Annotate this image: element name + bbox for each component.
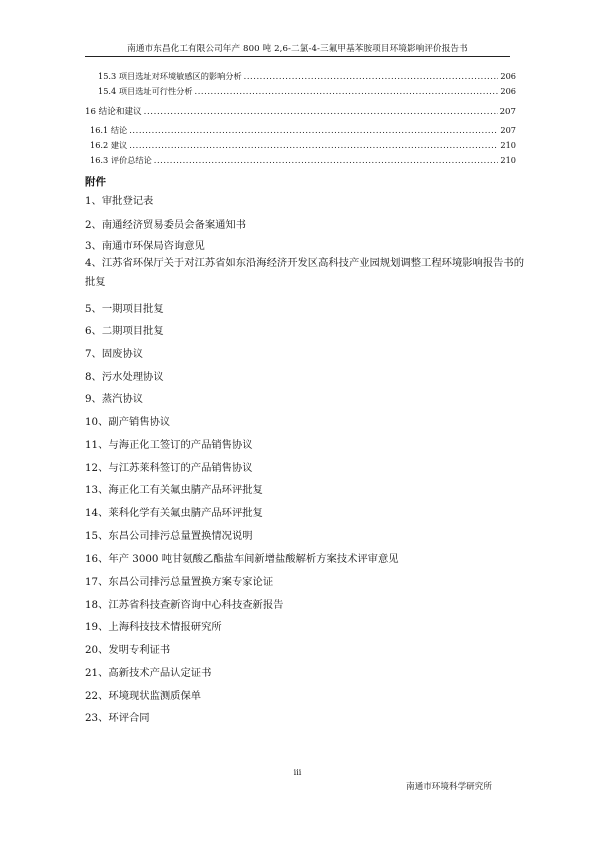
attachment-item: 22、环境现状监测质保单 [85,690,202,702]
attachment-item: 3、南通市环保局咨询意见 [85,240,205,252]
toc-leader-dots [129,124,498,136]
toc-chapter-entry[interactable] [85,106,516,118]
toc-entry[interactable] [90,124,516,136]
toc-entry-page: 206 [500,71,516,81]
attachment-item: 9、蒸汽协议 [85,393,144,405]
attachment-item-text: 4、江苏省环保厅关于对江苏省如东沿海经济开发区高科技产业园规划调整工程环境影响报告书的批复 [85,257,525,288]
attachment-item: 10、副产销售协议 [85,416,171,428]
attachment-item: 7、固废协议 [85,348,144,360]
toc-entry-label: 16.1 结论 [90,125,128,135]
footer-organization: 南通市环境科学研究所 [406,782,492,792]
toc-entry-page: 207 [500,125,516,135]
toc-entry[interactable] [90,154,516,166]
toc-entry[interactable] [90,139,516,151]
toc-leader-dots [244,70,499,82]
toc-entry-label: 16.2 建议 [90,140,128,150]
attachment-item: 14、莱科化学有关氟虫腈产品环评批复 [85,507,263,519]
toc-leader-dots [154,154,499,166]
header-rule [85,56,510,57]
page-number: iii [293,768,302,777]
attachment-item: 17、东昌公司排污总量置换方案专家论证 [85,576,274,588]
attachment-item: 2、南通经济贸易委员会备案通知书 [85,219,247,231]
toc-entry[interactable] [98,70,516,82]
toc-entry-page: 210 [500,155,516,165]
attachment-item: 1、审批登记表 [85,195,154,207]
toc-entry-page: 207 [499,107,516,117]
attachment-item: 15、东昌公司排污总量置换情况说明 [85,530,253,542]
attachment-item: 18、江苏省科技查新咨询中心科技查新报告 [85,599,284,611]
attachment-item: 12、与江苏莱科签订的产品销售协议 [85,462,253,474]
attachment-item: 8、污水处理协议 [85,371,164,383]
attachments-heading: 附件 [85,176,106,188]
toc-entry-label: 15.4 项目选址可行性分析 [98,86,193,96]
attachment-item: 16、年产 3000 吨甘氨酸乙酯盐车间新增盐酸解析方案技术评审意见 [85,553,399,565]
attachment-item: 23、环评合同 [85,712,150,724]
running-header: 南通市东昌化工有限公司年产 800 吨 2,6-二氯-4-三氟甲基苯胺项目环境影响评价报告书 [127,44,468,54]
toc-entry-label: 15.3 项目选址对环境敏感区的影响分析 [98,71,242,81]
attachment-item: 6、二期项目批复 [85,325,164,337]
attachment-item: 19、上海科技技术情报研究所 [85,621,222,633]
toc-entry-page: 210 [500,140,516,150]
toc-entry-label: 16.3 评价总结论 [90,155,152,165]
toc-entry-label: 16 结论和建议 [85,107,142,117]
attachment-item: 21、高新技术产品认定证书 [85,667,212,679]
attachment-item: 11、与海正化工签订的产品销售协议 [85,439,253,451]
attachment-item: 13、海正化工有关氟虫腈产品环评批复 [85,484,263,496]
toc-leader-dots [144,106,498,118]
attachment-item: 5、一期项目批复 [85,303,164,315]
attachment-item: 20、发明专利证书 [85,644,171,656]
toc-leader-dots [129,139,498,151]
toc-leader-dots [195,85,499,97]
toc-entry-page: 206 [500,86,516,96]
attachment-item-multiline [85,254,530,292]
toc-entry[interactable] [98,85,516,97]
